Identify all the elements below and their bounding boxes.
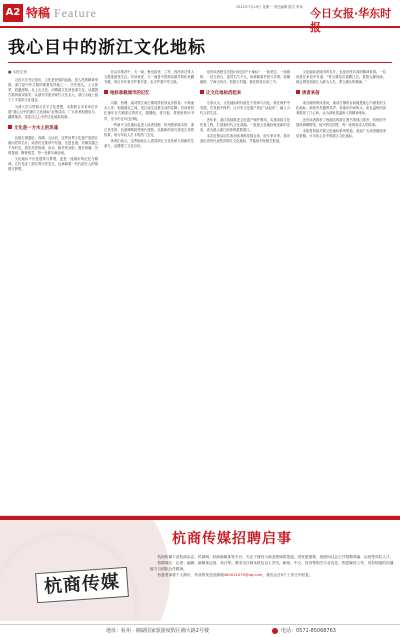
section-title: 特稿 [26,6,51,20]
subheading: 文化是一方水土的灵魂 [8,125,98,132]
paragraph: 乌镇、西塘、南浔等江南古镇同样获得众多推荐。小桥流水人家，粉墙黛瓦之间，是江南生活最生动的注脚。有读者回忆童年在古镇度过的时光，摇橹船、青石板、茶馆里的评书声，至今仍在耳边回响。 [104,101,194,121]
paragraph: 有意者请将个人简历、作品等发送至邮箱460031079@qq.com，我们会在5个工作日内回复。 [157,573,313,577]
paragraph: 在众多推荐中，天一阁、鲁迅故里、兰亭、西泠印社等人文胜迹备受关注。有读者说，天一阁是中国现存最早的私家藏书楼，四百多年来守护着书香，也守护着中华文脉。 [104,70,194,85]
subheading: 读者来信 [296,90,386,97]
issue-meta: 2022年7月19日 星期一 责任编辑 版式 审读 [236,5,303,9]
paragraph: 为深入学习贯彻习近平文化思想，本报联合多家单位开展“我心目中的浙江文化地标”征集活动，广大读者积极参与，踊跃推荐，讲述自己心中的文化地标故事。 [8,104,98,119]
recruitment-ad [0,515,400,621]
article-column-2 [104,70,194,510]
ad-top-band [0,516,400,520]
paragraph: 读者们表示，这些地标让人看到浙江文化传承与创新的生命力，也增强了文化自信。 [104,138,194,149]
section-title-en: Feature [54,6,97,20]
paragraph: 招聘岗位：记者、编辑、新媒体运营、设计等。要求全日制本科及以上学历，新闻、中文、经济等相关专业优先，热爱媒体工作，具有较强的沟通能力与团队合作精神。 [150,561,394,571]
phone-icon [272,628,278,634]
article-column-3 [200,70,290,510]
paragraph: 良渚古城遗址、西湖、大运河，这些世界文化遗产是浙江最闪亮的名片。读者们在推荐中写道，走进良渚，仿佛穿越五千年时光，看见先民筑城、治水、耕作的身影；漫步西湖，苏堤春晓、断桥残雪，每一处都写满诗意。 [8,135,98,156]
subheading-marker-icon [296,90,300,94]
article-column-1 [8,70,98,510]
subheading-marker-icon [200,90,204,94]
subheading-marker-icon [104,90,108,94]
paragraph: 本报将持续开展文化地标系列报道，欢迎广大读者继续来信来稿，分享你心目中的浙江文化地标。 [296,128,386,138]
subheading: 让文化地标活起来 [200,90,290,97]
paragraph: 还有读者推荐了西湖边的浙江图书馆孤山馆舍、杭州的中国丝绸博物馆、绍兴的沈园等，每一处都有动人的故事。 [296,117,386,127]
paragraph: 来自湖州的读者说，南浔古镇的百间楼是她心中最美的文化地标，那里有外婆的笑声，有童年的河埠头。来自温州的读者推荐了江心屿，认为那里是温州人的精神坐标。 [296,101,386,116]
paragraph: 一些新兴文化地标也进入读者视野。杭州国家版本馆、浙江美术馆、良渚博物院等现代建筑，以崭新的形式讲述古老的故事，成为年轻人打卡的热门去处。 [104,122,194,137]
paragraph: 专家认为，文化地标的价值在于传承与活化。要在保护中发展，在发展中保护，让历史文化遗产真正“活起来”，融入当代人的生活。 [200,101,290,116]
recruitment-text [150,554,394,616]
article-column-4 [296,70,386,510]
article-headline: 我心目中的浙江文化地标 [8,38,206,58]
contact-email: 460031079@qq.com [223,573,263,577]
paragraph: 也有读者把目光投向身边的“小地标”：一座老宅、一座廊桥、一处古戏台，虽然名气不大，却承载着乡愁与乡情。泰顺廊桥、宁海古戏台、松阳古村落，都在推荐名单之中。 [200,70,290,85]
masthead [0,0,400,34]
paragraph: 文化地标不仅是建筑与景观，更是一座城市的记忆与精神。它们见证了浙江的历史变迁，也承载着一代代浙江人的情感与梦想。 [8,157,98,172]
footer-address: 地址：杭州 · 湘湖国家旅游度假区湘大路2号楼 [106,628,209,634]
recruitment-title: 杭商传媒招聘启事 [172,531,292,547]
headline-divider [8,62,392,63]
paper-name: 今日女报·华东时报 [310,7,392,34]
paragraph: 文化地标是城市的名片，也是市民共同的精神家园。一位读者在来信中写道：“每当我站在钱塘江边，看着大潮奔涌，就会感受到浙江人敢为人先、勇立潮头的精神。” [296,70,386,85]
paragraph: 本次征集活动共收到读者推荐数百条，经专家评审，将评选出具有代表性的浙江文化地标，并陆续刊发相关报道。 [200,133,290,143]
article-byline: ■ 本报记者 [8,70,27,74]
paragraph: 近年来，浙江持续推进文化遗产保护利用，实施宋韵文化传世工程，打造新时代文化高地。一批批文化地标焕发新的光彩，成为展示浙江形象的重要窗口。 [200,117,290,132]
subheading-marker-icon [8,125,12,129]
hangshang-logo: 杭商传媒 [35,567,129,603]
subheading: 地标承载城市的记忆 [104,90,194,97]
page-number-badge: A2 [3,4,23,22]
paragraph: 杭商传媒下设杭商杂志、杭商网、杭商新媒体等平台，专注于财经与商业领域的报道。因发展需要，现面向社会公开招聘采编、运营等岗位人才。 [157,555,394,559]
page-footer [0,624,400,637]
paragraph: 习近平总书记指出，文化是民族的血脉，是人民的精神家园。浙江是中华文明的重要发祥地之一，历史悠久，人文荟萃，底蕴深厚。从上山文化、河姆渡文化到良渚文化，从越国古都到南宋临安，从浙东学派到现代文化名人，浙江大地上留下了丰富的文化遗存。 [8,78,98,103]
footer-phone: 电话：0571-85068763 [281,628,336,634]
